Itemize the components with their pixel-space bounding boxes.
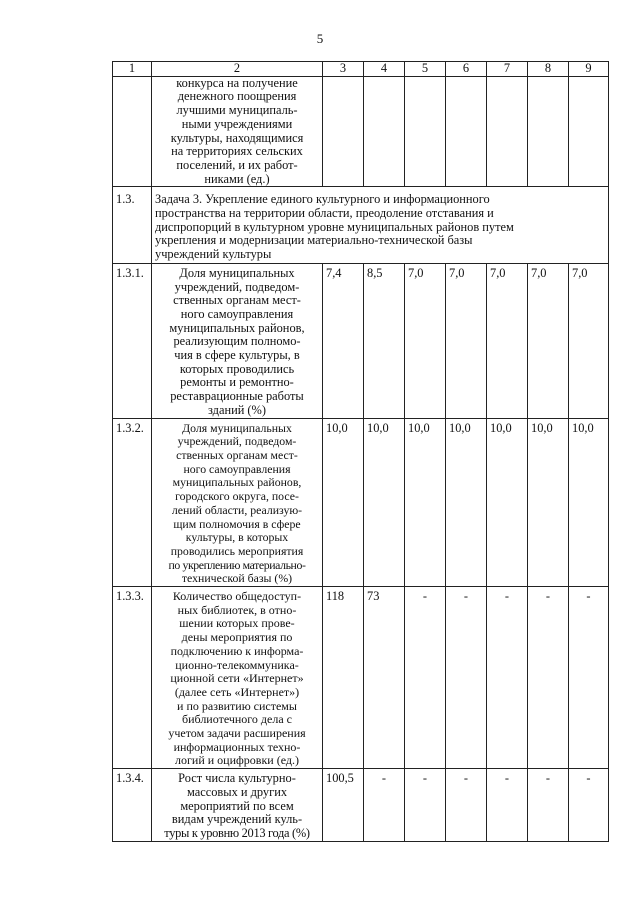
table-row <box>113 418 609 586</box>
text-line: щим полномочия в сфере <box>173 516 301 531</box>
text-line: поселений, и их работ- <box>176 157 298 172</box>
text-line: денежного поощрения <box>177 89 297 104</box>
text-line: реализующим полномо- <box>173 334 301 349</box>
text-line: проводились мероприятия <box>170 543 304 558</box>
value-cell: - <box>405 587 446 769</box>
row-code: 1.3.3. <box>113 587 152 769</box>
value-cell: 7,0 <box>569 263 609 418</box>
value-cell: - <box>528 587 569 769</box>
code-cell <box>113 76 152 187</box>
column-number: 5 <box>405 62 446 77</box>
row-code: 1.3.2. <box>113 418 152 586</box>
text-line: ственных органам мест- <box>173 293 301 308</box>
text-line: подключению к информа- <box>170 643 304 658</box>
text-line: зданий (%) <box>207 402 267 417</box>
text-line: Количество общедоступ- <box>172 589 302 604</box>
row-code: 1.3.1. <box>113 263 152 418</box>
column-number: 1 <box>113 62 152 77</box>
text-line: туры к уровню 2013 года (%) <box>164 825 310 840</box>
text-line: чия в сфере культуры, в <box>174 348 300 363</box>
value-cell: 10,0 <box>446 418 487 586</box>
text-line: видам учреждений куль- <box>171 812 303 827</box>
value-cell: 7,0 <box>528 263 569 418</box>
column-number: 8 <box>528 62 569 77</box>
indicator-name <box>152 769 323 842</box>
text-line: ного самоуправления <box>183 461 291 476</box>
value-cell: 73 <box>364 587 405 769</box>
indicator-name <box>152 76 323 187</box>
indicator-name <box>152 263 323 418</box>
text-line: информационных техно- <box>173 739 301 754</box>
text-line: конкурса на получение <box>176 75 298 90</box>
text-line: укрепления и модернизации материально-технической базы <box>155 233 473 248</box>
value-cell: 10,0 <box>364 418 405 586</box>
value-cell: - <box>446 769 487 842</box>
text-line: диспропорций в культурном уровне муниципальных районов путем <box>155 219 514 234</box>
column-number: 7 <box>487 62 528 77</box>
text-line: мероприятий по всем <box>180 798 294 813</box>
indicators-table <box>112 61 609 842</box>
text-line: ственных органам мест- <box>176 447 298 462</box>
text-line: муниципальных районов, <box>172 475 302 490</box>
value-cell: 8,5 <box>364 263 405 418</box>
text-line: и по развитию системы <box>177 698 297 713</box>
text-line: массовых и других <box>186 784 288 799</box>
text-line: культуры, в которых <box>185 530 289 545</box>
indicator-name <box>152 587 323 769</box>
value-cell: - <box>405 769 446 842</box>
indicator-name <box>152 418 323 586</box>
value-cell: - <box>487 587 528 769</box>
text-line: Задача 3. Укрепление единого культурного и информационного <box>155 192 490 207</box>
text-line: ного самоуправления <box>180 306 294 321</box>
column-number: 4 <box>364 62 405 77</box>
text-line: ных библиотек, в отно- <box>177 602 297 617</box>
value-cell <box>528 76 569 187</box>
row-code: 1.3. <box>113 187 152 264</box>
text-line: учреждений культуры <box>155 247 272 262</box>
row-code: 1.3.4. <box>113 769 152 842</box>
value-cell: 10,0 <box>487 418 528 586</box>
value-cell: 118 <box>323 587 364 769</box>
task-row <box>113 187 609 264</box>
text-line: Доля муниципальных <box>182 420 292 435</box>
value-cell <box>569 76 609 187</box>
text-line: Доля муниципальных <box>179 265 295 280</box>
text-line: ционно-телекоммуника- <box>175 657 299 672</box>
text-line: никами (ед.) <box>204 171 270 186</box>
value-cell: 100,5 <box>323 769 364 842</box>
text-line: библиотечного дела с <box>181 712 292 727</box>
column-number-row <box>113 62 609 77</box>
value-cell: - <box>487 769 528 842</box>
text-line: по укреплению материально- <box>168 557 306 572</box>
value-cell <box>446 76 487 187</box>
text-line: реставрационные работы <box>170 389 304 404</box>
value-cell: 10,0 <box>569 418 609 586</box>
text-line: пространства на территории области, преодоление отставания и <box>155 206 494 221</box>
value-cell: 10,0 <box>323 418 364 586</box>
task-title <box>152 187 609 264</box>
page-number: 5 <box>316 31 324 46</box>
value-cell: 7,0 <box>487 263 528 418</box>
column-number: 2 <box>152 62 323 77</box>
text-line: ными учреждениями <box>181 116 293 131</box>
value-cell: 7,0 <box>446 263 487 418</box>
text-line: технической базы (%) <box>181 571 293 586</box>
table-row <box>113 769 609 842</box>
text-line: шении которых прове- <box>179 616 295 631</box>
text-line: муниципальных районов, <box>169 320 305 335</box>
value-cell: - <box>364 769 405 842</box>
text-line: логий и оцифровки (ед.) <box>175 753 299 768</box>
column-number: 9 <box>569 62 609 77</box>
value-cell: 10,0 <box>405 418 446 586</box>
table-row <box>113 587 609 769</box>
text-line: учреждений, подведом- <box>177 434 297 449</box>
value-cell <box>364 76 405 187</box>
value-cell: 10,0 <box>528 418 569 586</box>
value-cell: 7,0 <box>405 263 446 418</box>
value-cell <box>487 76 528 187</box>
value-cell: - <box>528 769 569 842</box>
value-cell: - <box>569 769 609 842</box>
column-number: 3 <box>323 62 364 77</box>
text-line: ремонты и ремонтно- <box>180 375 294 390</box>
text-line: Рост числа культурно- <box>178 771 296 786</box>
value-cell: - <box>569 587 609 769</box>
value-cell: - <box>446 587 487 769</box>
text-line: на территориях сельских <box>171 144 303 159</box>
column-number: 6 <box>446 62 487 77</box>
table-row <box>113 263 609 418</box>
text-line: которых проводились <box>179 361 295 376</box>
text-line: учреждений, подведом- <box>174 279 300 294</box>
text-line: культуры, находящимися <box>170 130 304 145</box>
text-line: лучшими муниципаль- <box>176 103 298 118</box>
text-line: городского округа, посе- <box>175 489 299 504</box>
text-line: ционной сети «Интернет» <box>170 671 304 686</box>
text-line: (далее сеть «Интернет») <box>174 684 300 699</box>
text-line: учетом задачи расширения <box>168 726 306 741</box>
value-cell: 7,4 <box>323 263 364 418</box>
text-line: дены мероприятия по <box>181 630 293 645</box>
value-cell <box>323 76 364 187</box>
value-cell <box>405 76 446 187</box>
continuation-row <box>113 76 609 187</box>
text-line: лений области, реализую- <box>171 502 303 517</box>
